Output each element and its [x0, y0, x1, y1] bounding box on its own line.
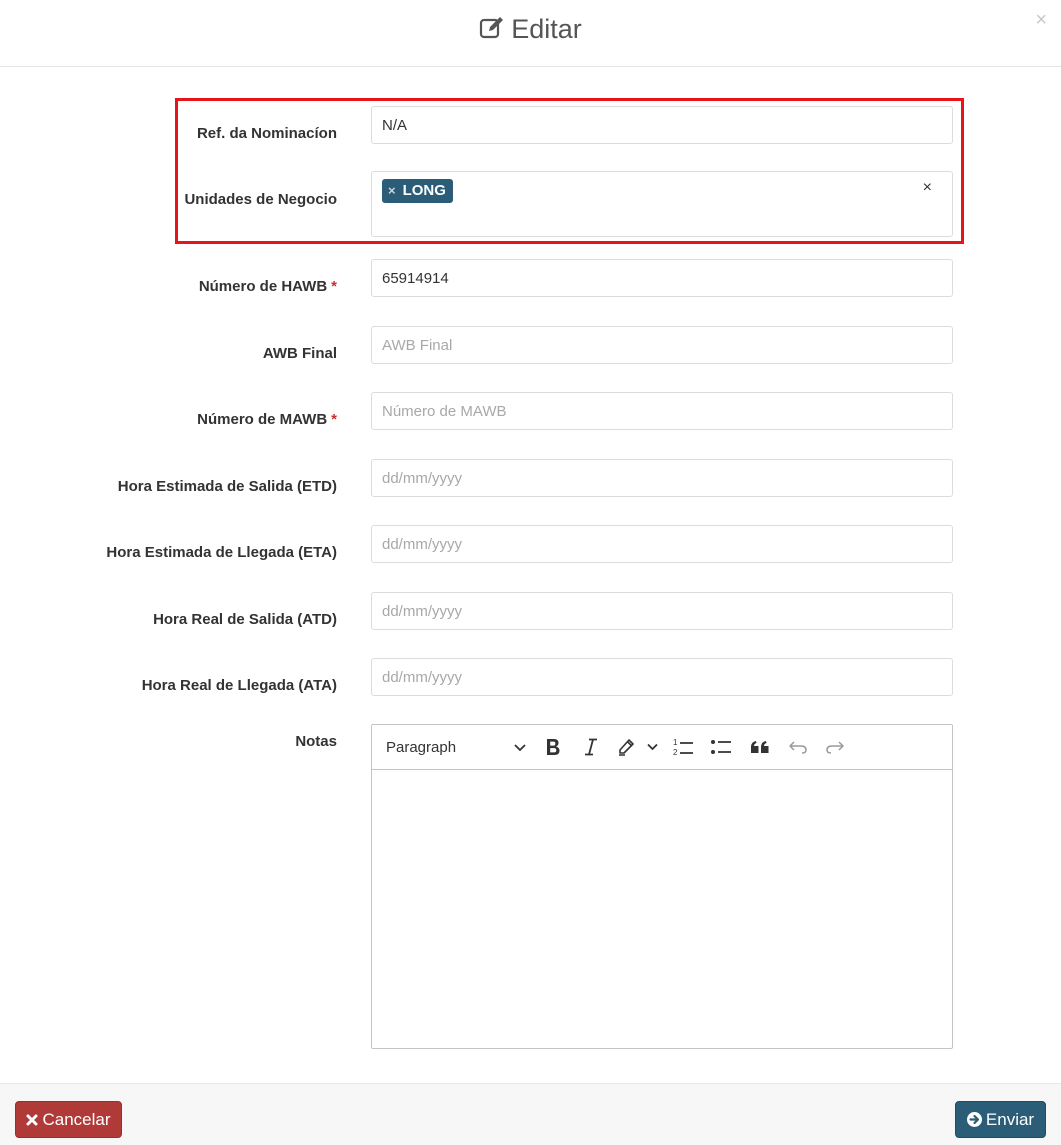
- send-button[interactable]: [955, 1101, 1046, 1138]
- mawb-input[interactable]: [371, 392, 953, 430]
- highlight-dropdown-chevron-icon[interactable]: [645, 735, 659, 759]
- editor-toolbar: [372, 725, 952, 770]
- clear-selection-icon[interactable]: ×: [922, 179, 932, 196]
- nominacion-label: Ref. da Nominacíon: [196, 125, 337, 142]
- etd-label: Hora Estimada de Salida (ETD): [117, 478, 337, 495]
- tag-remove-icon[interactable]: ×: [388, 183, 396, 198]
- modal-title: [0, 14, 1061, 47]
- mawb-label-text: Número de MAWB: [197, 411, 328, 428]
- atd-label: Hora Real de Salida (ATD): [153, 611, 337, 628]
- modal-header: [0, 0, 1061, 67]
- highlight-icon[interactable]: [615, 735, 637, 759]
- paragraph-style-dropdown[interactable]: [386, 735, 526, 759]
- close-icon[interactable]: ×: [1035, 9, 1047, 31]
- nominacion-input[interactable]: [371, 106, 953, 144]
- italic-icon[interactable]: [580, 735, 602, 759]
- numbered-list-icon[interactable]: [671, 735, 695, 759]
- mawb-label: [197, 411, 337, 428]
- awb-final-input[interactable]: [371, 326, 953, 364]
- notes-editor-area[interactable]: [372, 770, 952, 1048]
- required-mark: *: [331, 278, 337, 295]
- cancel-x-icon: [26, 1114, 38, 1126]
- cancel-button-label: Cancelar: [42, 1109, 111, 1129]
- awb-final-label: AWB Final: [262, 345, 337, 362]
- paragraph-style-label: Paragraph: [386, 738, 457, 756]
- undo-icon[interactable]: [786, 735, 810, 759]
- etd-date-input[interactable]: [371, 459, 953, 497]
- svg-text:2: 2: [673, 748, 678, 757]
- arrow-right-icon: [967, 1112, 982, 1127]
- hawb-label-text: Número de HAWB: [198, 278, 328, 295]
- hawb-label: [199, 278, 337, 295]
- hawb-input[interactable]: [371, 259, 953, 297]
- chevron-down-icon: [514, 739, 526, 756]
- modal-title-text: Editar: [511, 14, 582, 44]
- unit-tag: [382, 179, 453, 203]
- bold-icon[interactable]: [542, 735, 564, 759]
- blockquote-icon[interactable]: [749, 735, 771, 759]
- eta-label: Hora Estimada de Llegada (ETA): [106, 544, 337, 561]
- edit-icon: [479, 16, 505, 47]
- unidades-multiselect[interactable]: [371, 171, 953, 237]
- tag-label: LONG: [402, 182, 446, 199]
- send-button-label: Enviar: [985, 1109, 1035, 1129]
- ata-date-input[interactable]: [371, 658, 953, 696]
- svg-text:1: 1: [673, 738, 678, 747]
- required-mark: *: [331, 411, 337, 428]
- bulleted-list-icon[interactable]: [709, 735, 733, 759]
- cancel-button[interactable]: [15, 1101, 122, 1138]
- ata-label: Hora Real de Llegada (ATA): [141, 677, 337, 694]
- eta-date-input[interactable]: [371, 525, 953, 563]
- redo-icon[interactable]: [823, 735, 847, 759]
- unidades-label: Unidades de Negocio: [184, 191, 337, 208]
- notas-label: Notas: [295, 733, 337, 750]
- notes-rich-text-editor: [371, 724, 953, 1049]
- modal-footer: [0, 1083, 1061, 1145]
- atd-date-input[interactable]: [371, 592, 953, 630]
